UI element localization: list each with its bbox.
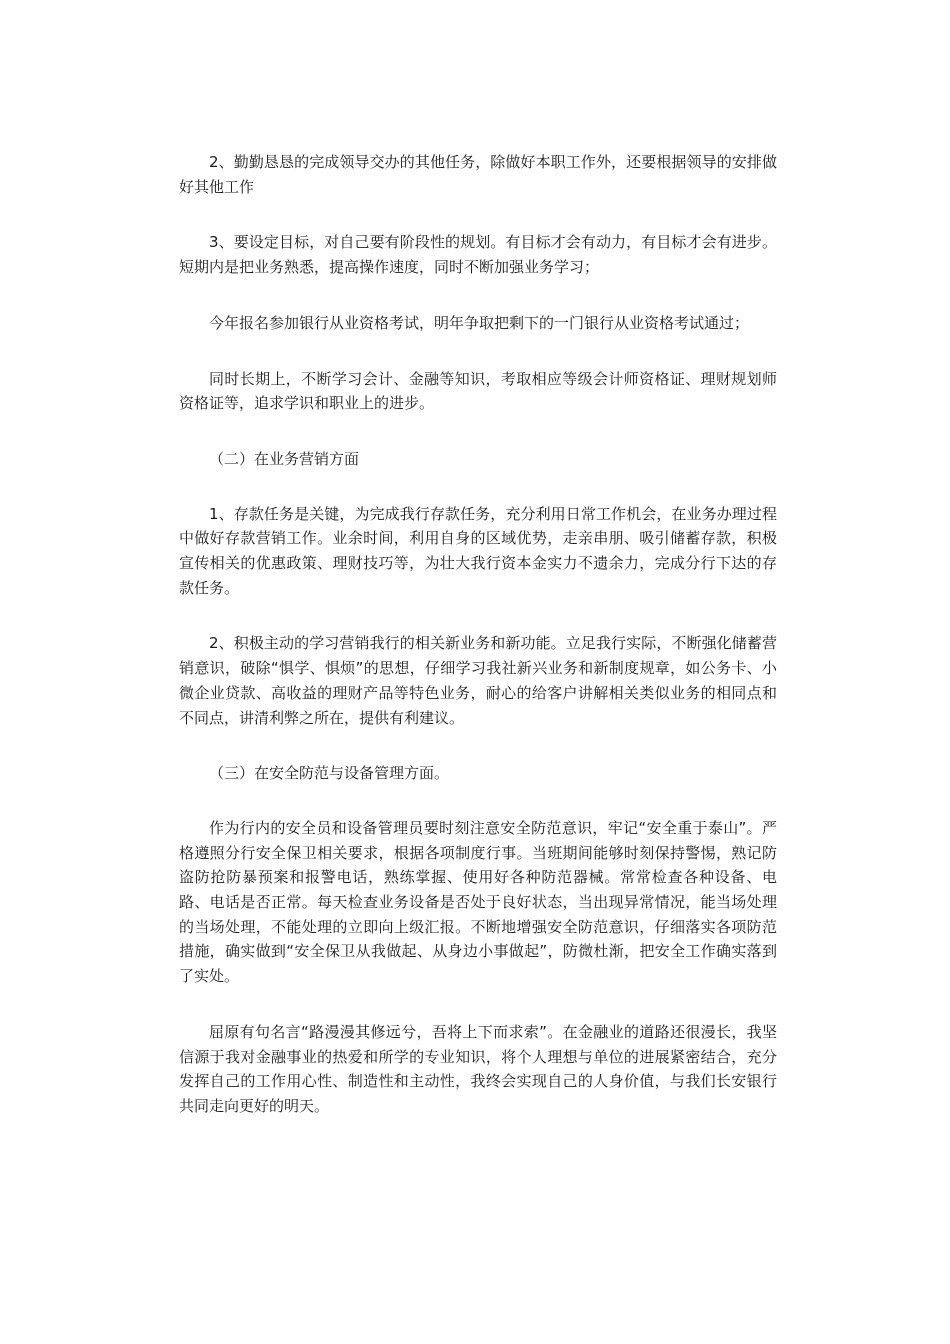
paragraph-task-duties: 2、勤勤恳恳的完成领导交办的其他任务，除做好本职工作外，还要根据领导的安排做好其他工作 (179, 153, 777, 196)
section-heading-security: （三）在安全防范与设备管理方面。 (209, 764, 450, 783)
section-heading-marketing: （二）在业务营销方面 (209, 449, 360, 468)
paragraph-set-goals: 3、要设定目标，对自己要有阶段性的规划。有目标才会有动力，有目标才会有进步。短期内是把业务熟悉，提高操作速度，同时不断加强业务学习； (179, 233, 777, 277)
paragraph-exam-plan: 今年报名参加银行从业资格考试，明年争取把剩下的一门银行从业资格考试通过； (209, 313, 750, 332)
paragraph-new-business: 2、积极主动的学习营销我行的相关新业务和新功能。立足我行实际，不断强化储蓄营销意识，破除“惧学、惧烦”的思想，仔细学习我社新兴业务和新制度规章，如公务卡、小微企业贷款、高收益的理财产品等特色业务，耐心的给客户讲解相关类似业务的相同点和不同点，讲清利弊之所在，提供有利建议。 (179, 634, 777, 727)
paragraph-long-term-study: 同时长期上，不断学习会计、金融等知识，考取相应等级会计师资格证、理财规划师资格证等，追求学识和职业上的进步。 (179, 369, 777, 413)
paragraph-deposit-task: 1、存款任务是关键，为完成我行存款任务，充分利用日常工作机会，在业务办理过程中做好存款营销工作。业余时间，利用自身的区域优势，走亲串朋、吸引储蓄存款，积极宣传相关的优惠政策、理财技巧等，为壮大我行资本金实力不遗余力，完成分行下达的存款任务。 (179, 504, 777, 597)
paragraph-security-officer: 作为行内的安全员和设备管理员要时刻注意安全防范意识，牢记“安全重于泰山”。严格遵照分行安全保卫相关要求，根据各项制度行事。当班期间能够时刻保持警惕，熟记防盗防抢防暴预案和报警电话，熟练掌握、使用好各种防范器械。常常检查各种设备、电路、电话是否正常。每天检查业务设备是否处于良好状态，当出现异常情况，能当场处理的当场处理，不能处理的立即向上级汇报。不断地增强安全防范意识，仔细落实各项防范措施，确实做到“安全保卫从我做起、从身边小事做起”，防微杜渐，把安全工作确实落到了实处。 (179, 818, 777, 986)
paragraph-closing-quote: 屈原有句名言“路漫漫其修远兮，吾将上下而求索”。在金融业的道路还很漫长，我坚信源于我对金融事业的热爱和所学的专业知识，将个人理想与单位的进展紧密结合，充分发挥自己的工作用心性、制造性和主动性，我终会实现自己的人身价值，与我们长安银行共同走向更好的明天。 (179, 1022, 777, 1115)
document-body (179, 150, 777, 1150)
